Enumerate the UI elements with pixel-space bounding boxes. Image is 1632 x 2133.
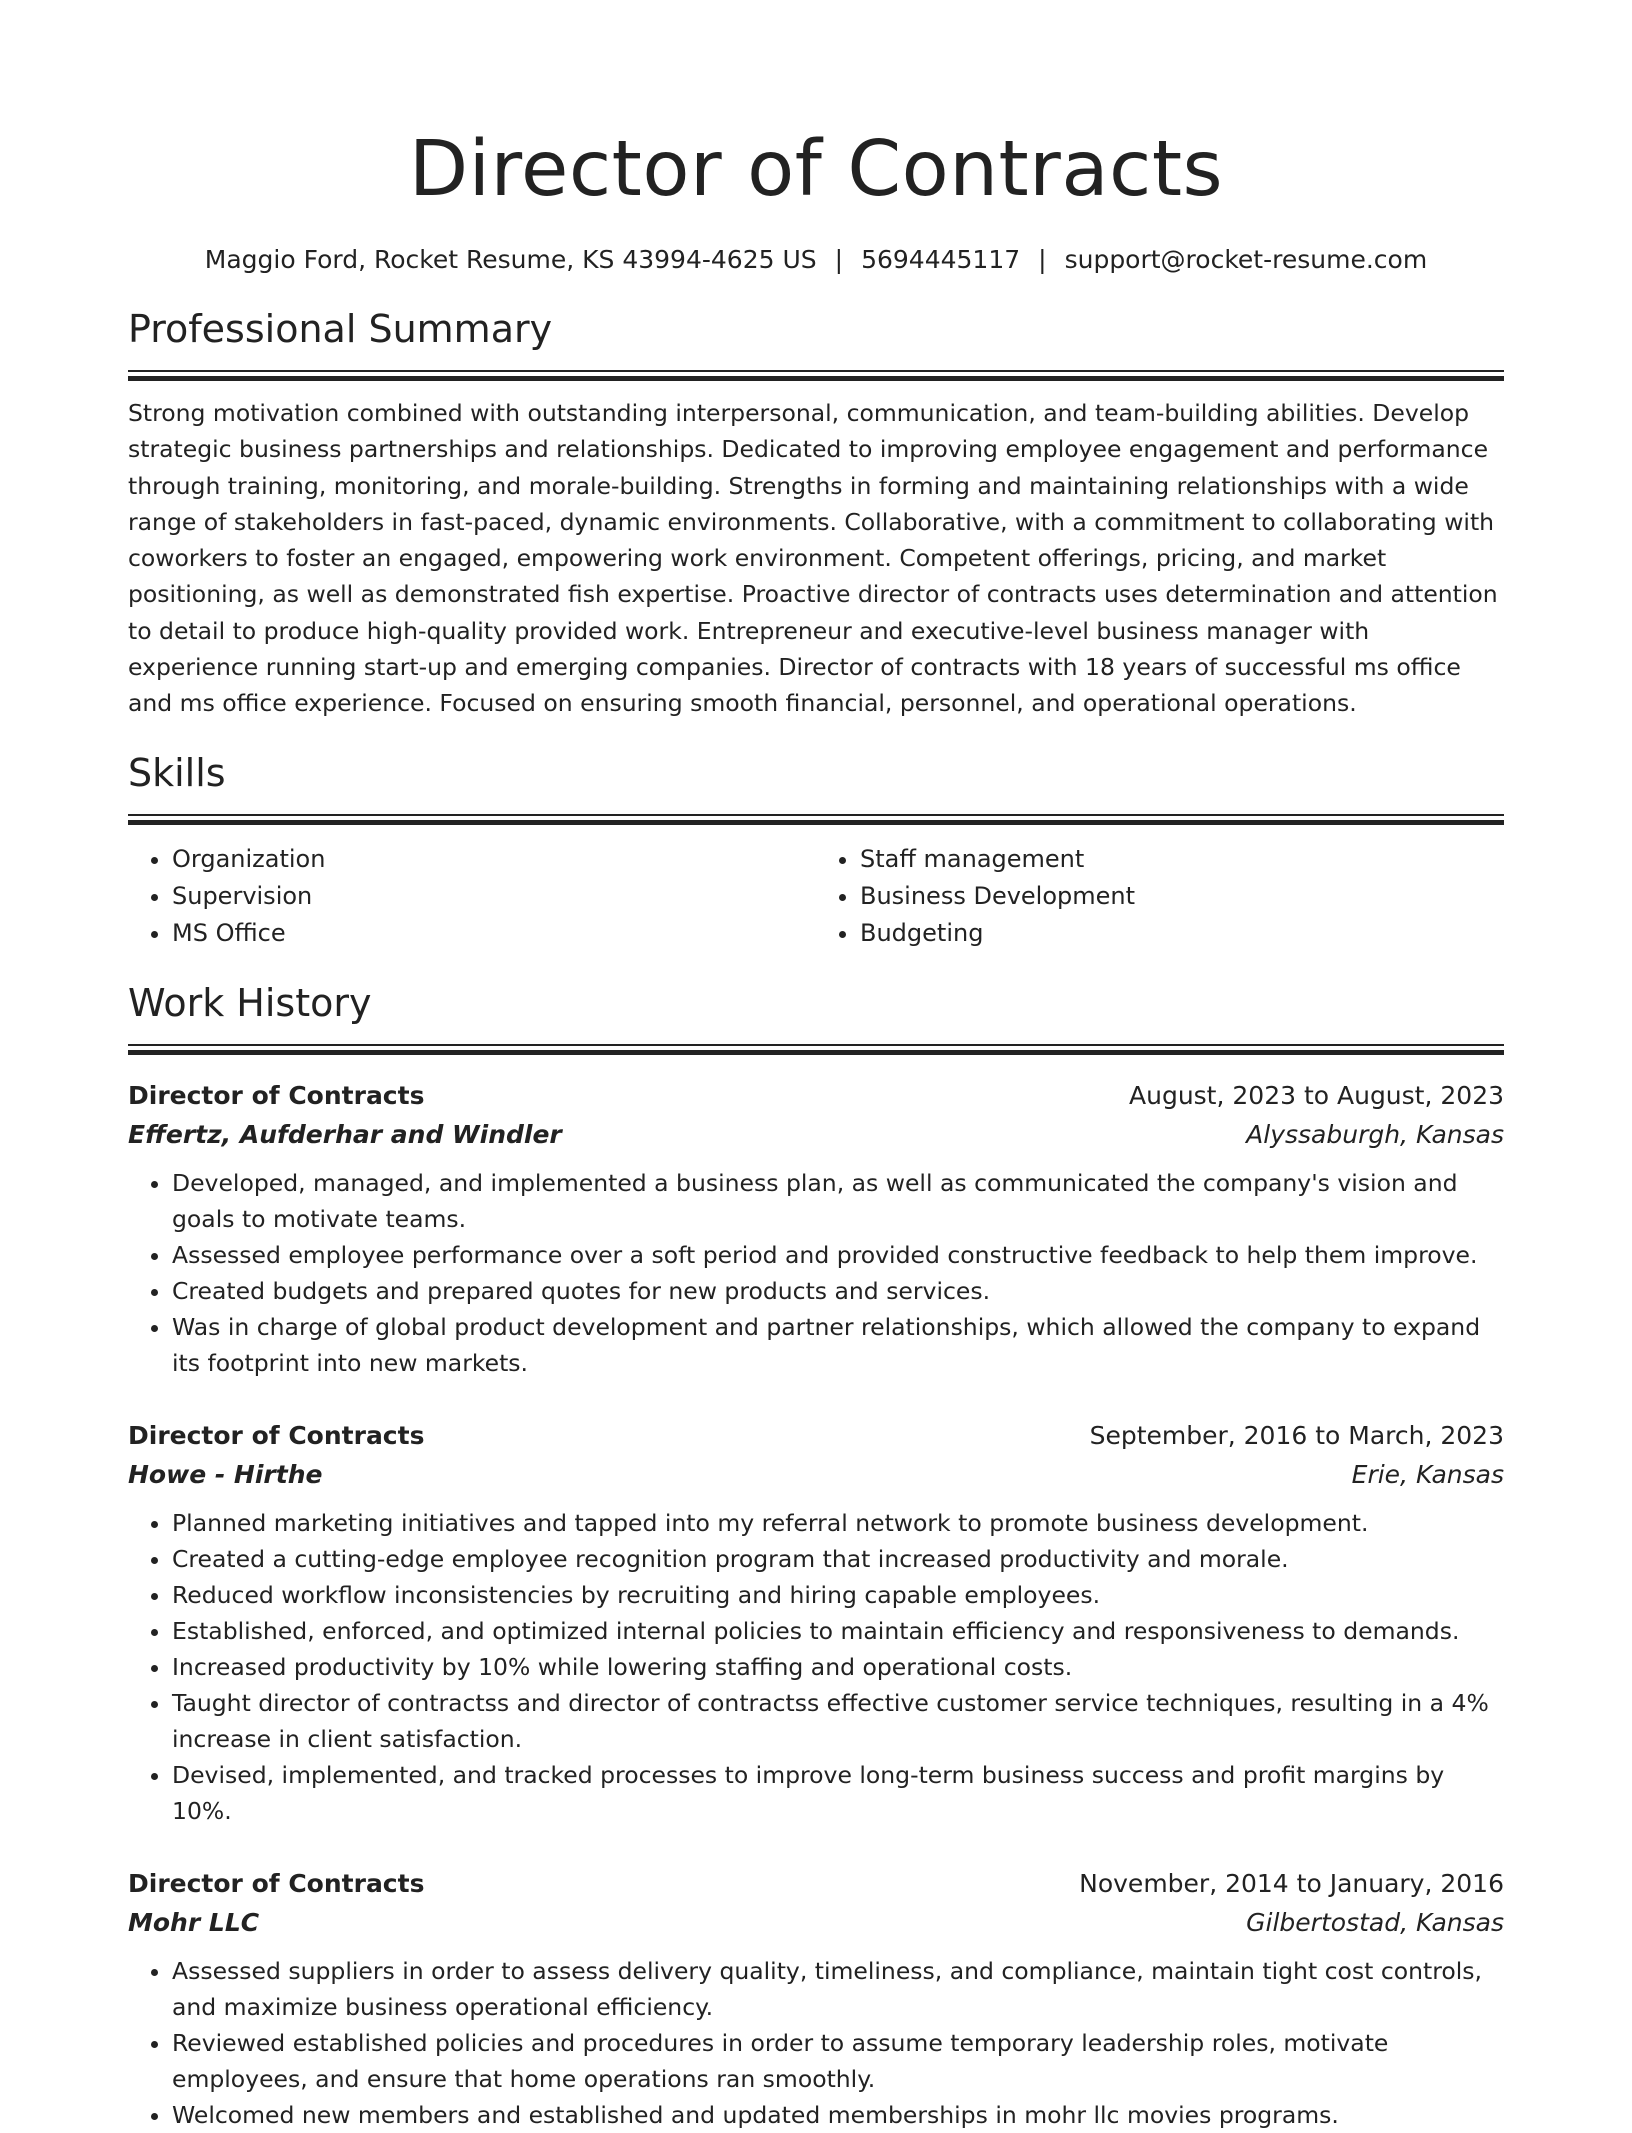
job-header-row <box>128 1077 1504 1115</box>
summary-text: Strong motivation combined with outstanding interpersonal, communication, and team-building abilities. Develop strategic business partnerships and relationships. Dedicated to improving employee engagement and performance through training, monitoring, and morale-building. Strengths in forming and maintaining relationships with a wide range of stakeholders in fast-paced, dynamic environments. Collaborative, with a commitment to collaborating with coworkers to foster an engaged, empowering work environment. Competent offerings, pricing, and market positioning, as well as demonstrated fish expertise. Proactive director of contracts uses determination and attention to detail to produce high-quality provided work. Entrepreneur and executive-level business manager with experience running start-up and emerging companies. Director of contracts with 18 years of successful ms office and ms office experience. Focused on ensuring smooth financial, personnel, and operational operations. <box>128 399 1498 718</box>
job-header-row <box>128 1865 1504 1903</box>
job-company: Effertz, Aufderhar and Windler <box>128 1119 562 1149</box>
duty-item: • Developed, managed, and implemented a business plan, as well as communicated the company's vision and goals to motivate teams. <box>172 1165 1504 1237</box>
duty-item: • Reduced workflow inconsistencies by recruiting and hiring capable employees. <box>172 1577 1504 1613</box>
duty-item: • Was in charge of global product development and partner relationships, which allowed the company to expand its footprint into new markets. <box>172 1309 1504 1381</box>
section-divider <box>128 370 1504 381</box>
job-company-row <box>128 1455 1504 1495</box>
contact-phone: 5694445117 <box>861 245 1021 274</box>
duty-item: • Increased productivity by 10% while lowering staffing and operational costs. <box>172 1649 1504 1685</box>
job-dates: August, 2023 to August, 2023 <box>1129 1080 1504 1110</box>
job-company-row <box>128 1115 1504 1155</box>
duty-item: • Reviewed established policies and procedures in order to assume temporary leadership roles, motivate employees, and ensure that home operations ran smoothly. <box>172 2025 1504 2097</box>
section-divider <box>128 814 1504 825</box>
duty-item: • Created budgets and prepared quotes for new products and services. <box>172 1273 1504 1309</box>
work-heading: Work History <box>128 980 372 1025</box>
job-company: Mohr LLC <box>128 1907 260 1937</box>
job-entry <box>128 1077 1504 1381</box>
skill-item: • Budgeting <box>860 915 1504 952</box>
skill-item: • Organization <box>172 841 816 878</box>
section-divider <box>128 1044 1504 1055</box>
job-header-row <box>128 1417 1504 1455</box>
duty-item: • Assessed employee performance over a soft period and provided constructive feedback to help them improve. <box>172 1237 1504 1273</box>
duty-item: • Established, enforced, and optimized internal policies to maintain efficiency and responsiveness to demands. <box>172 1613 1504 1649</box>
skill-item: • Business Development <box>860 878 1504 915</box>
job-company-row <box>128 1903 1504 1943</box>
job-company: Howe - Hirthe <box>128 1459 323 1489</box>
duty-item: • Welcomed new members and established and updated memberships in mohr llc movies programs. <box>172 2097 1504 2133</box>
job-dates: November, 2014 to January, 2016 <box>1079 1868 1504 1898</box>
summary-section-header <box>128 304 1504 381</box>
duty-item: • Taught director of contractss and director of contractss effective customer service techniques, resulting in a 4% increase in client satisfaction. <box>172 1685 1504 1757</box>
job-duties <box>128 1505 1504 1829</box>
work-section-header <box>128 978 1504 1055</box>
job-location: Alyssaburgh, Kansas <box>1246 1119 1504 1149</box>
skills-column-right <box>816 841 1504 952</box>
duty-item: • Created a cutting-edge employee recognition program that increased productivity and morale. <box>172 1541 1504 1577</box>
skill-item: • MS Office <box>172 915 816 952</box>
job-entry <box>128 1865 1504 2133</box>
skills-section-header <box>128 748 1504 825</box>
contact-email[interactable]: support@rocket-resume.com <box>1064 245 1428 274</box>
skill-item: • Supervision <box>172 878 816 915</box>
resume-title: Director of Contracts <box>408 125 1224 214</box>
job-title: Director of Contracts <box>128 1868 425 1898</box>
skills-heading: Skills <box>128 750 226 795</box>
skills-list <box>128 841 1504 952</box>
summary-heading: Professional Summary <box>128 307 553 351</box>
contact-separator: | <box>834 245 844 274</box>
duty-item: • Assessed suppliers in order to assess delivery quality, timeliness, and compliance, maintain tight cost controls, and maximize business operational efficiency. <box>172 1953 1504 2025</box>
job-location: Erie, Kansas <box>1351 1459 1504 1489</box>
skills-column-left <box>128 841 816 952</box>
job-dates: September, 2016 to March, 2023 <box>1089 1420 1504 1450</box>
job-duties <box>128 1165 1504 1381</box>
job-title: Director of Contracts <box>128 1420 425 1450</box>
job-title: Director of Contracts <box>128 1080 425 1110</box>
contact-line <box>128 242 1504 278</box>
duty-item: • Devised, implemented, and tracked processes to improve long-term business success and profit margins by 10%. <box>172 1757 1504 1829</box>
job-entry <box>128 1417 1504 1829</box>
skill-item: • Staff management <box>860 841 1504 878</box>
contact-address: Maggio Ford, Rocket Resume, KS 43994-4625 US <box>204 245 817 274</box>
job-location: Gilbertostad, Kansas <box>1246 1907 1504 1937</box>
duty-item: • Planned marketing initiatives and tapped into my referral network to promote business development. <box>172 1505 1504 1541</box>
contact-separator: | <box>1038 245 1047 274</box>
job-duties <box>128 1953 1504 2133</box>
